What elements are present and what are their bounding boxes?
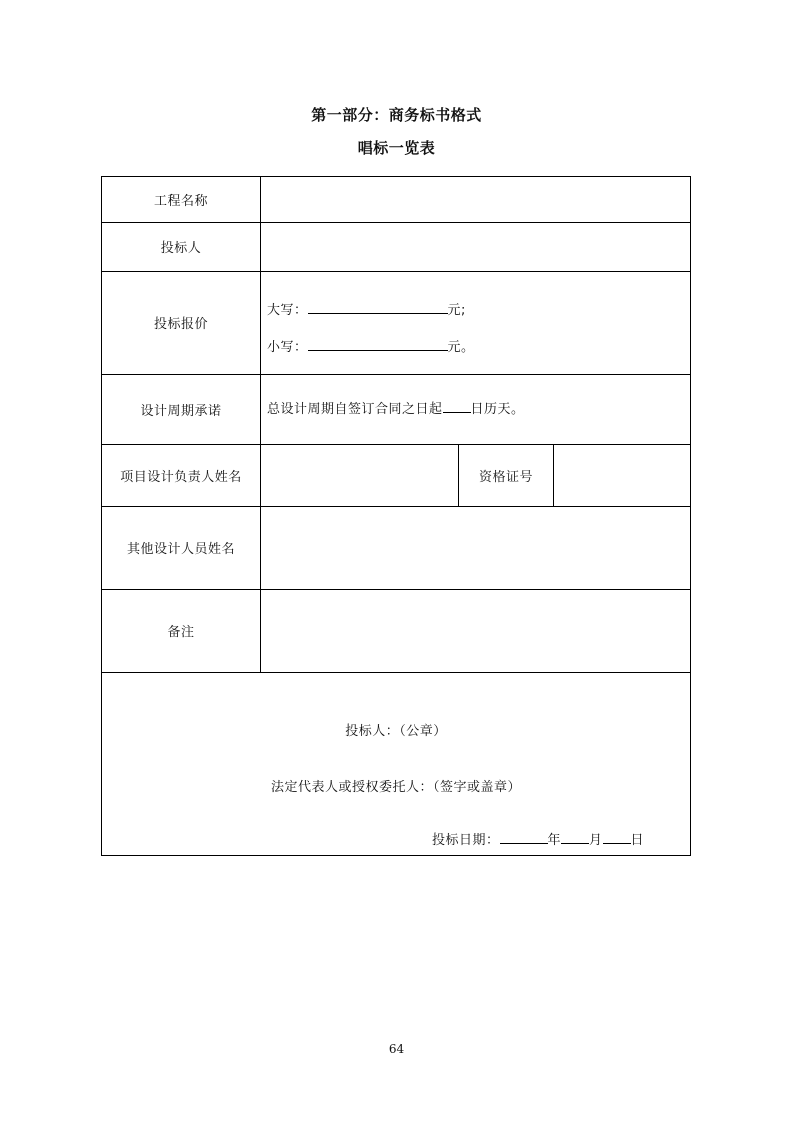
design-period-days-blank[interactable] [443, 398, 471, 413]
day-blank[interactable] [603, 829, 631, 844]
bid-opening-form [101, 176, 691, 856]
legal-representative-line: 法定代表人或授权委托人：（签字或盖章） [270, 780, 521, 795]
other-designers-label: 其他设计人员姓名 [126, 542, 235, 557]
design-period-prefix: 总设计周期自签订合同之日起 [267, 402, 443, 417]
row-divider [102, 672, 690, 673]
year-blank[interactable] [500, 829, 548, 844]
remarks-field[interactable] [261, 590, 690, 671]
bid-date-prefix: 投标日期： [432, 833, 500, 848]
project-name-label: 工程名称 [153, 194, 208, 209]
design-period-label: 设计周期承诺 [140, 403, 222, 419]
year-label: 年 [547, 833, 562, 848]
bid-price-label: 投标报价 [153, 317, 208, 332]
price-upper-blank[interactable] [308, 299, 448, 314]
bid-date-line [432, 829, 644, 848]
price-upper-suffix: 元; [447, 303, 466, 318]
bidder-seal-line: 投标人：（公章） [345, 724, 447, 739]
table-title: 唱标一览表 [357, 139, 436, 157]
qualification-field[interactable] [554, 445, 690, 505]
design-period-line [267, 398, 525, 417]
remarks-label: 备注 [167, 625, 195, 640]
price-upper-prefix: 大写： [267, 303, 308, 318]
qualification-label: 资格证号 [478, 469, 533, 485]
month-blank[interactable] [561, 829, 589, 844]
bidder-field[interactable] [261, 223, 690, 270]
other-designers-field[interactable] [261, 507, 690, 588]
price-lower-line [267, 336, 475, 355]
price-lower-prefix: 小写： [267, 340, 308, 355]
price-lower-blank[interactable] [308, 336, 448, 351]
price-upper-line [267, 299, 466, 318]
price-lower-suffix: 元。 [447, 340, 475, 355]
page-title: 第一部分：商务标书格式 [311, 106, 482, 124]
design-period-suffix: 日历天。 [470, 402, 525, 417]
month-label: 月 [589, 833, 603, 848]
project-name-field[interactable] [261, 178, 690, 221]
day-label: 日 [630, 833, 645, 848]
page-number: 64 [388, 1042, 405, 1056]
project-leader-field[interactable] [261, 445, 457, 505]
bidder-label: 投标人 [160, 241, 202, 256]
project-leader-label: 项目设计负责人姓名 [120, 469, 242, 485]
